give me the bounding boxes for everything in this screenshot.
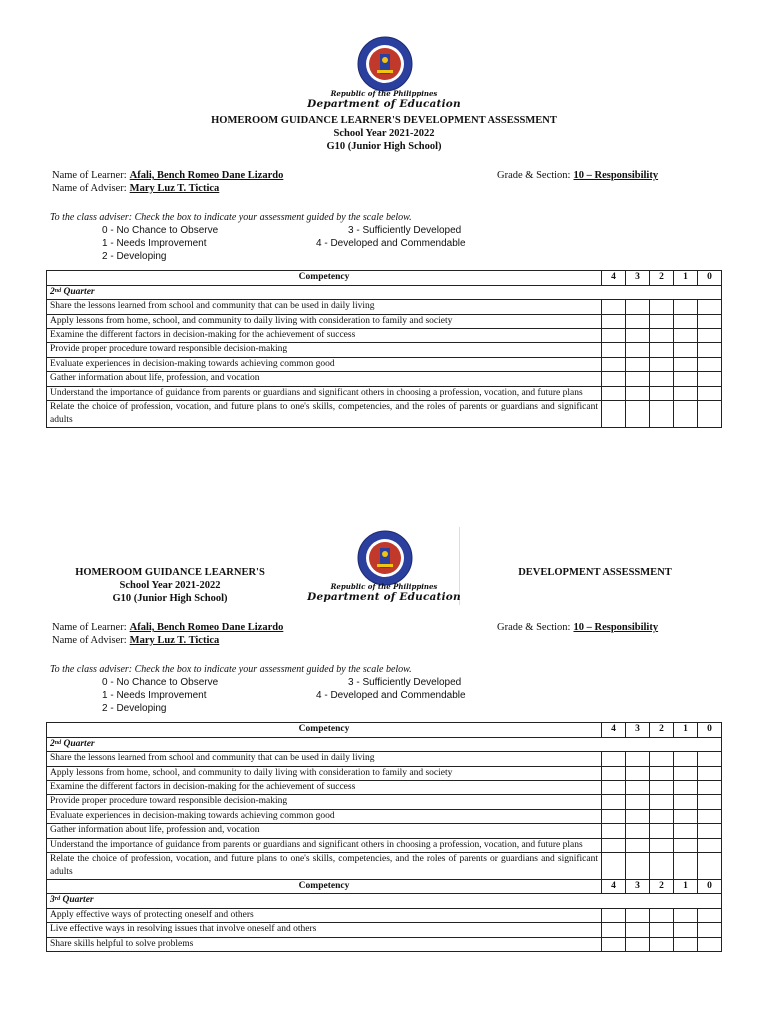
grade-level: G10 (Junior High School) (112, 593, 228, 604)
rating-4-checkbox[interactable] (602, 314, 626, 328)
competency-row (47, 780, 722, 795)
rating-1-checkbox[interactable] (674, 824, 698, 839)
competency-row (47, 328, 722, 343)
rating-4-checkbox[interactable] (602, 386, 626, 400)
rating-2-checkbox[interactable] (650, 328, 674, 343)
adviser-row (52, 634, 219, 647)
rating-2-checkbox[interactable] (650, 343, 674, 358)
col-1-header: 1 (674, 723, 698, 738)
competency-text: Understand the importance of guidance from parents or guardians and significant others in choosing a profession, vocation, and future plans (47, 386, 602, 400)
learner-name-row (52, 169, 283, 182)
competency-text: Examine the different factors in decision-making for the achievement of success (47, 328, 602, 343)
rating-2-checkbox[interactable] (650, 838, 674, 852)
quarter-label: 3rd Quarter (47, 894, 722, 909)
competency-text: Relate the choice of profession, vocation, and future plans to one's skills, competencies, and the roles of parents or guardians and significant adults (47, 852, 602, 879)
rating-4-checkbox[interactable] (602, 795, 626, 810)
competency-row (47, 357, 722, 372)
scale-3: 3 - Sufficiently Developed (348, 225, 462, 236)
rating-2-checkbox[interactable] (650, 386, 674, 400)
section-label: Grade & Section: (497, 622, 571, 633)
rating-1-checkbox[interactable] (674, 923, 698, 938)
rating-0-checkbox[interactable] (698, 809, 722, 824)
deped-seal-icon (357, 36, 413, 92)
rating-4-checkbox[interactable] (602, 780, 626, 795)
quarter-label: 2nd Quarter (47, 285, 722, 300)
scale-0: 0 - No Chance to Observe (102, 225, 219, 236)
competency-row (47, 809, 722, 824)
rating-3-checkbox[interactable] (626, 780, 650, 795)
rating-2-checkbox[interactable] (650, 314, 674, 328)
school-year: School Year 2021-2022 (333, 128, 435, 139)
adviser-name: Mary Luz T. Tictica (129, 635, 220, 646)
rating-2-checkbox[interactable] (650, 795, 674, 810)
rating-4-checkbox[interactable] (602, 908, 626, 923)
rating-0-checkbox[interactable] (698, 923, 722, 938)
adviser-name: Mary Luz T. Tictica (129, 183, 220, 194)
competency-row (47, 852, 722, 879)
competency-row (47, 300, 722, 315)
rating-2-checkbox[interactable] (650, 780, 674, 795)
rating-1-checkbox[interactable] (674, 357, 698, 372)
adviser-label: Name of Adviser: (52, 635, 127, 646)
rating-1-checkbox[interactable] (674, 780, 698, 795)
col-3-header: 3 (626, 271, 650, 286)
rating-4-checkbox[interactable] (602, 343, 626, 358)
rating-0-checkbox[interactable] (698, 328, 722, 343)
competency-row (47, 923, 722, 938)
rating-0-checkbox[interactable] (698, 780, 722, 795)
rating-1-checkbox[interactable] (674, 766, 698, 780)
col-3-header: 3 (626, 723, 650, 738)
deped-text: Department of Education (307, 591, 461, 603)
learner-name: Afali, Bench Romeo Dane Lizardo (129, 622, 284, 633)
rating-3-checkbox[interactable] (626, 937, 650, 952)
rating-0-checkbox[interactable] (698, 766, 722, 780)
competency-row (47, 766, 722, 780)
rating-4-checkbox[interactable] (602, 809, 626, 824)
rating-1-checkbox[interactable] (674, 372, 698, 387)
rating-4-checkbox[interactable] (602, 357, 626, 372)
rating-2-checkbox[interactable] (650, 908, 674, 923)
rating-2-checkbox[interactable] (650, 300, 674, 315)
competency-text: Share the lessons learned from school and community that can be used in daily living (47, 300, 602, 315)
col-4-header: 4 (602, 271, 626, 286)
scale-0: 0 - No Chance to Observe (102, 677, 219, 688)
col-0-header: 0 (698, 879, 722, 894)
rating-3-checkbox[interactable] (626, 809, 650, 824)
rating-3-checkbox[interactable] (626, 343, 650, 358)
competency-row (47, 400, 722, 427)
competency-text: Gather information about life, profession and, vocation (47, 824, 602, 839)
rating-3-checkbox[interactable] (626, 314, 650, 328)
scale-1: 1 - Needs Improvement (102, 690, 207, 701)
form-title-part1: HOMEROOM GUIDANCE LEARNER'S (75, 567, 265, 578)
rating-0-checkbox[interactable] (698, 314, 722, 328)
assessment-table-2 (46, 722, 722, 952)
rating-0-checkbox[interactable] (698, 838, 722, 852)
adviser-row (52, 182, 219, 195)
rating-3-checkbox[interactable] (626, 300, 650, 315)
rating-3-checkbox[interactable] (626, 386, 650, 400)
q2-rows-1 (47, 300, 722, 428)
rating-0-checkbox[interactable] (698, 343, 722, 358)
competency-row (47, 314, 722, 328)
competency-row (47, 908, 722, 923)
rating-3-checkbox[interactable] (626, 923, 650, 938)
form-title-part2: DEVELOPMENT ASSESSMENT (518, 567, 672, 578)
rating-1-checkbox[interactable] (674, 809, 698, 824)
col-1-header: 1 (674, 271, 698, 286)
rating-4-checkbox[interactable] (602, 400, 626, 427)
rating-4-checkbox[interactable] (602, 838, 626, 852)
competency-row (47, 372, 722, 387)
rating-2-checkbox[interactable] (650, 852, 674, 879)
school-year: School Year 2021-2022 (119, 580, 221, 591)
rating-0-checkbox[interactable] (698, 357, 722, 372)
rating-1-checkbox[interactable] (674, 386, 698, 400)
competency-text: Examine the different factors in decision-making for the achievement of success (47, 780, 602, 795)
competency-row (47, 838, 722, 852)
competency-header: Competency (47, 723, 602, 738)
competency-header: Competency (47, 271, 602, 286)
col-4-header: 4 (602, 879, 626, 894)
scale-4: 4 - Developed and Commendable (316, 690, 466, 701)
section-value: 10 – Responsibility (573, 622, 659, 633)
rating-0-checkbox[interactable] (698, 937, 722, 952)
rating-2-checkbox[interactable] (650, 357, 674, 372)
rating-4-checkbox[interactable] (602, 923, 626, 938)
rating-4-checkbox[interactable] (602, 752, 626, 767)
competency-text: Apply lessons from home, school, and community to daily living with consideration to family and society (47, 314, 602, 328)
rating-4-checkbox[interactable] (602, 372, 626, 387)
rating-0-checkbox[interactable] (698, 300, 722, 315)
rating-3-checkbox[interactable] (626, 766, 650, 780)
competency-text: Gather information about life, profession, and vocation (47, 372, 602, 387)
col-1-header: 1 (674, 879, 698, 894)
rating-1-checkbox[interactable] (674, 795, 698, 810)
learner-name: Afali, Bench Romeo Dane Lizardo (129, 170, 284, 181)
competency-text: Relate the choice of profession, vocation, and future plans to one's skills, competencies, and the roles of parents or guardians and significant adults (47, 400, 602, 427)
rating-4-checkbox[interactable] (602, 852, 626, 879)
learner-name-row (52, 621, 283, 634)
competency-row (47, 824, 722, 839)
competency-text: Provide proper procedure toward responsible decision-making (47, 795, 602, 810)
scale-4: 4 - Developed and Commendable (316, 238, 466, 249)
competency-text: Apply effective ways of protecting oneself and others (47, 908, 602, 923)
rating-2-checkbox[interactable] (650, 400, 674, 427)
rating-4-checkbox[interactable] (602, 766, 626, 780)
col-3-header: 3 (626, 879, 650, 894)
scale-3: 3 - Sufficiently Developed (348, 677, 462, 688)
instructions: To the class adviser: Check the box to indicate your assessment guided by the scale below. (50, 664, 412, 675)
rating-1-checkbox[interactable] (674, 937, 698, 952)
deped-text: Department of Education (307, 98, 461, 110)
rating-0-checkbox[interactable] (698, 852, 722, 879)
quarter-label: 2nd Quarter (47, 737, 722, 752)
rating-2-checkbox[interactable] (650, 766, 674, 780)
rating-2-checkbox[interactable] (650, 752, 674, 767)
competency-text: Evaluate experiences in decision-making towards achieving common good (47, 357, 602, 372)
col-0-header: 0 (698, 723, 722, 738)
col-2-header: 2 (650, 271, 674, 286)
form-title: HOMEROOM GUIDANCE LEARNER'S DEVELOPMENT ASSESSMENT (211, 115, 557, 126)
competency-text: Understand the importance of guidance from parents or guardians and significant others in choosing a profession, vocation, and future plans (47, 838, 602, 852)
rating-3-checkbox[interactable] (626, 400, 650, 427)
competency-row (47, 795, 722, 810)
rating-2-checkbox[interactable] (650, 809, 674, 824)
col-2-header: 2 (650, 723, 674, 738)
rating-0-checkbox[interactable] (698, 752, 722, 767)
scale-2: 2 - Developing (102, 703, 167, 714)
competency-row (47, 752, 722, 767)
rating-3-checkbox[interactable] (626, 328, 650, 343)
adviser-label: Name of Adviser: (52, 183, 127, 194)
scale-1: 1 - Needs Improvement (102, 238, 207, 249)
competency-text: Apply lessons from home, school, and community to daily living with consideration to family and society (47, 766, 602, 780)
rating-0-checkbox[interactable] (698, 908, 722, 923)
rating-4-checkbox[interactable] (602, 328, 626, 343)
competency-text: Provide proper procedure toward responsible decision-making (47, 343, 602, 358)
col-0-header: 0 (698, 271, 722, 286)
instructions: To the class adviser: Check the box to indicate your assessment guided by the scale below. (50, 212, 412, 223)
rating-1-checkbox[interactable] (674, 328, 698, 343)
section-label: Grade & Section: (497, 170, 571, 181)
competency-text: Evaluate experiences in decision-making towards achieving common good (47, 809, 602, 824)
assessment-table-1 (46, 270, 722, 428)
deped-seal-icon (357, 530, 413, 586)
learner-label: Name of Learner: (52, 170, 127, 181)
rating-0-checkbox[interactable] (698, 824, 722, 839)
section-row (497, 169, 658, 182)
rating-1-checkbox[interactable] (674, 400, 698, 427)
competency-text: Share skills helpful to solve problems (47, 937, 602, 952)
rating-4-checkbox[interactable] (602, 300, 626, 315)
rating-1-checkbox[interactable] (674, 314, 698, 328)
rating-2-checkbox[interactable] (650, 372, 674, 387)
scale-2: 2 - Developing (102, 251, 167, 262)
rating-0-checkbox[interactable] (698, 795, 722, 810)
col-4-header: 4 (602, 723, 626, 738)
competency-row (47, 386, 722, 400)
rating-3-checkbox[interactable] (626, 838, 650, 852)
q3-rows (47, 908, 722, 952)
competency-header: Competency (47, 879, 602, 894)
rating-3-checkbox[interactable] (626, 824, 650, 839)
section-value: 10 – Responsibility (573, 170, 659, 181)
rating-1-checkbox[interactable] (674, 838, 698, 852)
col-2-header: 2 (650, 879, 674, 894)
rating-1-checkbox[interactable] (674, 908, 698, 923)
grade-level: G10 (Junior High School) (326, 141, 442, 152)
rating-3-checkbox[interactable] (626, 852, 650, 879)
rating-1-checkbox[interactable] (674, 343, 698, 358)
republic-text: Republic of the Philippines (330, 582, 438, 591)
q2-rows-2 (47, 752, 722, 880)
rating-3-checkbox[interactable] (626, 372, 650, 387)
rating-3-checkbox[interactable] (626, 752, 650, 767)
rating-3-checkbox[interactable] (626, 357, 650, 372)
rating-3-checkbox[interactable] (626, 908, 650, 923)
rating-1-checkbox[interactable] (674, 852, 698, 879)
rating-0-checkbox[interactable] (698, 372, 722, 387)
learner-label: Name of Learner: (52, 622, 127, 633)
rating-4-checkbox[interactable] (602, 937, 626, 952)
rating-4-checkbox[interactable] (602, 824, 626, 839)
rating-2-checkbox[interactable] (650, 923, 674, 938)
rating-2-checkbox[interactable] (650, 824, 674, 839)
republic-text: Republic of the Philippines (330, 89, 438, 98)
rating-3-checkbox[interactable] (626, 795, 650, 810)
competency-row (47, 343, 722, 358)
competency-text: Share the lessons learned from school and community that can be used in daily living (47, 752, 602, 767)
rating-1-checkbox[interactable] (674, 300, 698, 315)
rating-0-checkbox[interactable] (698, 386, 722, 400)
rating-0-checkbox[interactable] (698, 400, 722, 427)
competency-row (47, 937, 722, 952)
rating-1-checkbox[interactable] (674, 752, 698, 767)
rating-2-checkbox[interactable] (650, 937, 674, 952)
section-row (497, 621, 658, 634)
competency-text: Live effective ways in resolving issues that involve oneself and others (47, 923, 602, 938)
